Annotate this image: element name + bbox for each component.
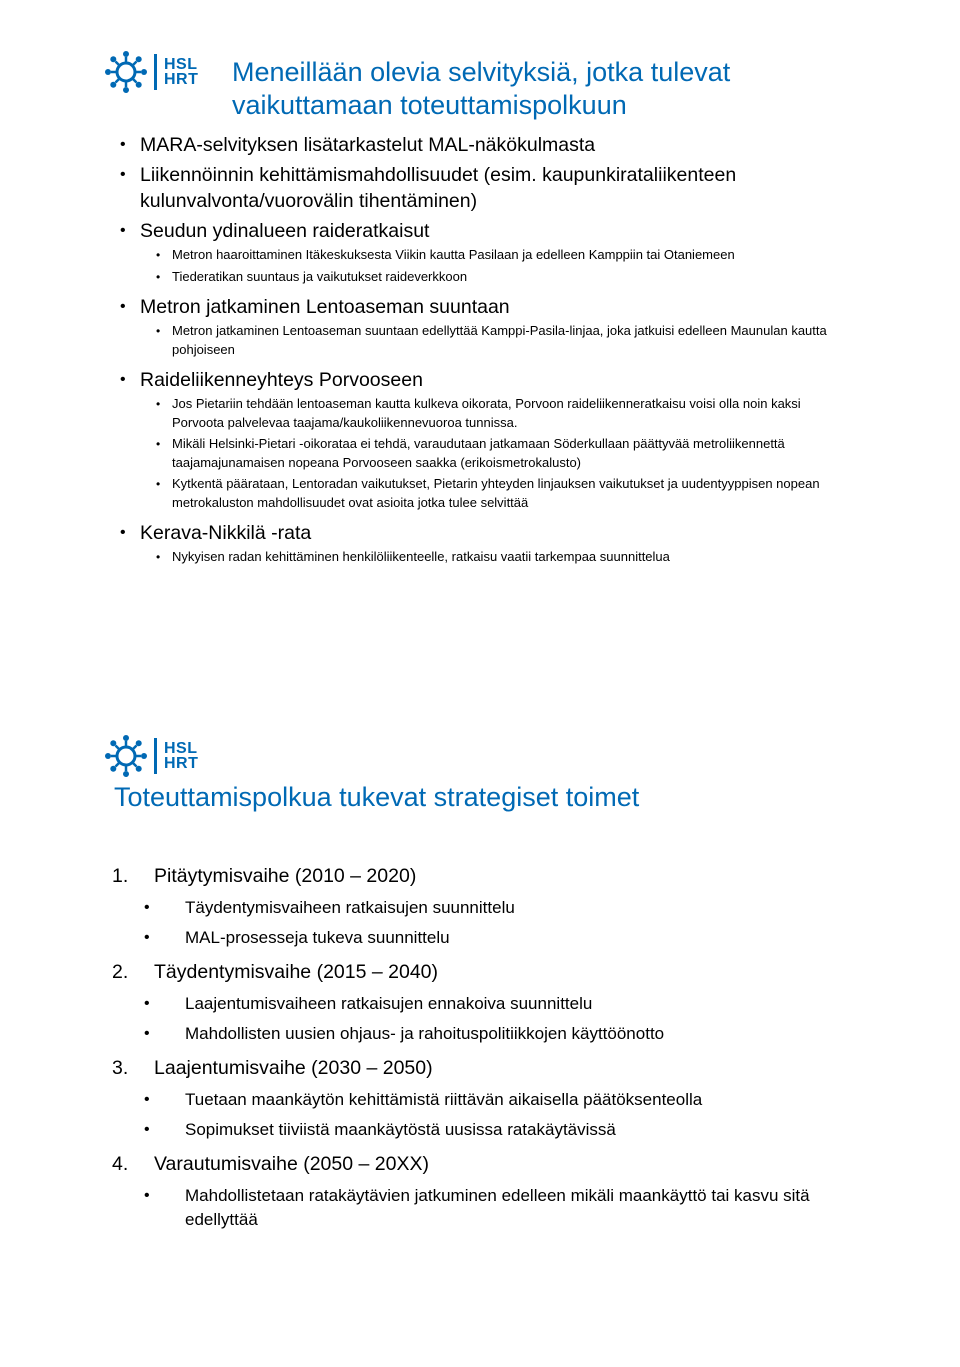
hsl-sun-icon	[104, 734, 148, 778]
logo-divider	[154, 738, 158, 774]
sub-bullet-item: • Kytkentä päärataan, Lentoradan vaikutukset, Pietarin yhteyden linjauksen vaikutukset ja uudentyyppisen nopean metrokaluston mahdollisuudet ovat asioita jotka tulee selvittää	[140, 475, 840, 512]
bullet-item	[120, 132, 840, 158]
sub-bullet-list	[140, 395, 840, 512]
bullet-item	[120, 520, 840, 567]
step-sub-item: • Mahdollistetaan ratakäytävien jatkuminen edelleen mikäli maankäyttö tai kasvu sitä edellyttää	[112, 1184, 872, 1232]
step-sub-item: • Sopimukset tiiviistä maankäytöstä uusissa ratakäytävissä	[112, 1118, 872, 1142]
slide-1	[0, 0, 960, 683]
sub-bullet-item: • Mikäli Helsinki-Pietari -oikorataa ei tehdä, varaudutaan jatkamaan Söderkullaan päättyvää metroliikennettä taajamajunamaisen nopeana Porvooseen saakka (erikoismetrokalusto)	[140, 435, 840, 472]
logo-wordmark	[164, 741, 198, 771]
sub-bullet-list	[140, 246, 840, 286]
hsl-logo	[104, 734, 198, 778]
step-label: Pitäytymisvaihe (2010 – 2020)	[154, 865, 417, 887]
sub-bullet-item: • Metron jatkaminen Lentoaseman suuntaan edellyttää Kamppi-Pasila-linjaa, joka jatkuisi edelleen Maunulan kautta pohjoiseen	[140, 322, 840, 359]
step-sub-list	[112, 1088, 872, 1142]
step-label: Laajentumisvaihe (2030 – 2050)	[154, 1057, 433, 1079]
sub-bullet-item: • Tiederatikan suuntaus ja vaikutukset raideverkkoon	[140, 268, 840, 287]
bullet-text: Seudun ydinalueen raideratkaisut	[140, 220, 430, 242]
step-item	[112, 862, 872, 950]
step-sub-item: • Tuetaan maankäytön kehittämistä riittävän aikaisella päätöksenteolla	[112, 1088, 872, 1112]
slide-1-title: Meneillään olevia selvityksiä, jotka tulevat vaikuttamaan toteuttamispolkuun	[232, 57, 731, 120]
step-item	[112, 958, 872, 1046]
step-item	[112, 1150, 872, 1232]
bullet-item	[120, 162, 840, 214]
step-sub-item: • Täydentymisvaiheen ratkaisujen suunnittelu	[112, 896, 872, 920]
bullet-item	[120, 367, 840, 512]
step-number: 2.	[112, 961, 129, 983]
slide-2	[0, 684, 960, 1367]
hsl-sun-icon	[104, 50, 148, 94]
logo-line-2: HRT	[164, 71, 199, 88]
slide-2-title: Toteuttamispolkua tukevat strategiset toimet	[114, 782, 640, 812]
bullet-item	[120, 294, 840, 359]
step-label: Täydentymisvaihe (2015 – 2040)	[154, 961, 438, 983]
step-label: Varautumisvaihe (2050 – 20XX)	[154, 1153, 429, 1175]
logo-divider	[154, 54, 158, 90]
sub-bullet-list	[140, 548, 840, 567]
bullet-text: Metron jatkaminen Lentoaseman suuntaan	[140, 296, 510, 318]
bullet-text: Liikennöinnin kehittämismahdollisuudet (esim. kaupunkirataliikenteen kulunvalvonta/vuorovälin tihentäminen)	[140, 164, 737, 212]
bullet-item	[120, 218, 840, 286]
step-sub-list	[112, 896, 872, 950]
bullet-text: Raideliikenneyhteys Porvooseen	[140, 369, 423, 391]
logo-line-1: HSL	[164, 56, 198, 73]
step-sub-list	[112, 1184, 872, 1232]
sub-bullet-item: • Metron haaroittaminen Itäkeskuksesta Viikin kautta Pasilaan ja edelleen Kamppiin tai Otaniemeen	[140, 246, 840, 265]
hsl-logo	[104, 50, 198, 94]
step-sub-item: • Laajentumisvaiheen ratkaisujen ennakoiva suunnittelu	[112, 992, 872, 1016]
step-item	[112, 1054, 872, 1142]
step-sub-list	[112, 992, 872, 1046]
slide-1-bullet-list	[120, 132, 840, 575]
step-sub-item: • MAL-prosesseja tukeva suunnittelu	[112, 926, 872, 950]
sub-bullet-item: • Jos Pietariin tehdään lentoaseman kautta kulkeva oikorata, Porvoon raideliikenneratkaisu voisi olla noin kaksi Porvoota palvelevaa taajama/kaukoliikennevuoroa tunnissa.	[140, 395, 840, 432]
sub-bullet-item: • Nykyisen radan kehittäminen henkilöliikenteelle, ratkaisu vaatii tarkempaa suunnittelua	[140, 548, 840, 567]
slide-2-step-list	[112, 862, 872, 1240]
step-number: 4.	[112, 1153, 129, 1175]
logo-line-1: HSL	[164, 740, 198, 757]
step-sub-item: • Mahdollisten uusien ohjaus- ja rahoituspolitiikkojen käyttöönotto	[112, 1022, 872, 1046]
logo-line-2: HRT	[164, 755, 199, 772]
step-number: 3.	[112, 1057, 129, 1079]
sub-bullet-list	[140, 322, 840, 359]
bullet-text: Kerava-Nikkilä -rata	[140, 522, 312, 544]
logo-wordmark	[164, 57, 198, 87]
bullet-text: MARA-selvityksen lisätarkastelut MAL-näkökulmasta	[140, 134, 596, 156]
step-number: 1.	[112, 865, 129, 887]
